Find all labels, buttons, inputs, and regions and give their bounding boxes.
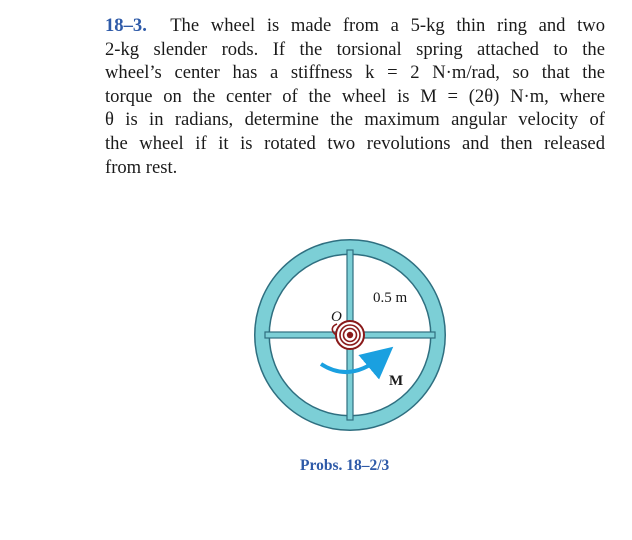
moment-label: M bbox=[389, 373, 404, 389]
problem-text-line: The wheel is made from a 5-kg thin ring and two bbox=[170, 15, 605, 36]
problem-number: 18–3. bbox=[105, 15, 147, 36]
problem-line-5: θ is in radians, determine the maximum angular velocity of bbox=[105, 109, 605, 131]
torsional-spring-icon bbox=[332, 321, 364, 349]
problem-line-2: 2-kg slender rods. If the torsional spring attached to the bbox=[105, 38, 605, 60]
figure-caption: Probs. 18–2/3 bbox=[300, 457, 390, 474]
problem-line-7: from rest. bbox=[105, 156, 178, 178]
problem-line-6: the wheel if it is rotated two revolutions and then released bbox=[105, 132, 605, 154]
problem-line-4: torque on the center of the wheel is M = (2θ) N·m, where bbox=[105, 85, 605, 107]
center-label: O bbox=[331, 309, 342, 325]
problem-line-3: wheel’s center has a stiffness k = 2 N·m/rad, so that the bbox=[105, 62, 605, 84]
radius-label: 0.5 m bbox=[373, 290, 408, 306]
